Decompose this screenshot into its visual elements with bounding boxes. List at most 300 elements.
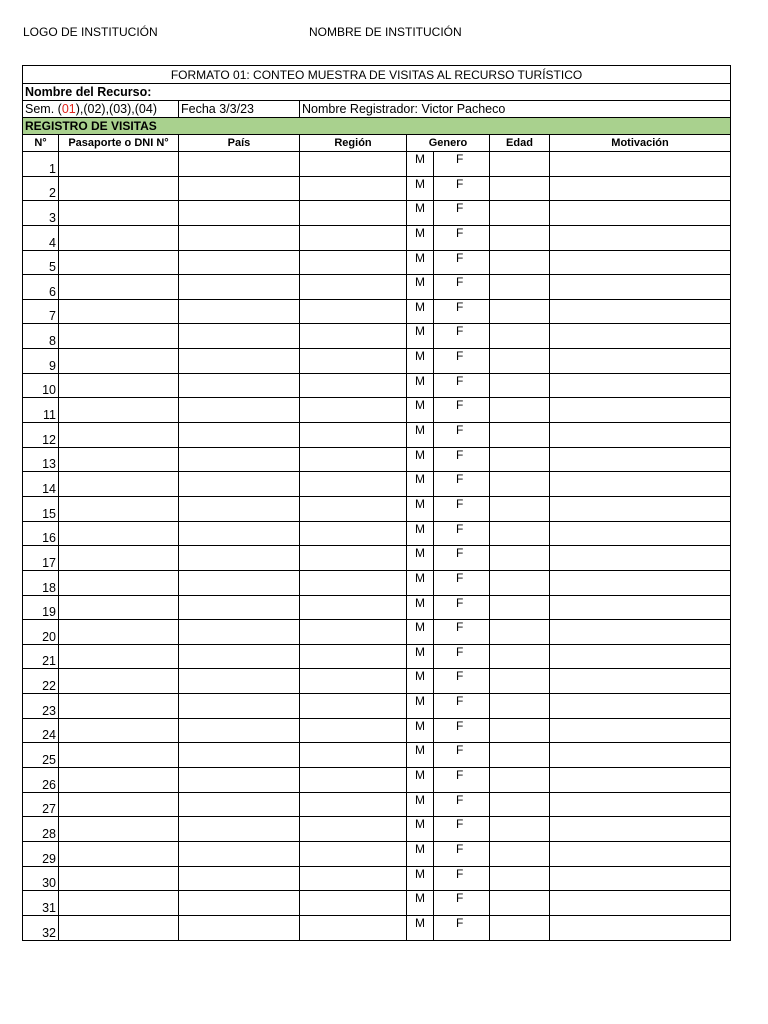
- motivation-cell[interactable]: [550, 792, 731, 817]
- region-cell[interactable]: [300, 743, 407, 768]
- age-cell[interactable]: [490, 866, 550, 891]
- logo-placeholder: LOGO DE INSTITUCIÓN: [23, 25, 158, 39]
- age-cell[interactable]: [490, 398, 550, 423]
- row-number: 31: [23, 891, 59, 916]
- table-row: [23, 792, 731, 817]
- motivation-cell[interactable]: [550, 373, 731, 398]
- row-number: 12: [23, 423, 59, 448]
- age-cell[interactable]: [490, 644, 550, 669]
- region-cell[interactable]: [300, 472, 407, 497]
- gender-female-option[interactable]: F: [434, 792, 490, 817]
- gender-male-option[interactable]: M: [407, 792, 434, 817]
- age-cell[interactable]: [490, 472, 550, 497]
- institution-name: NOMBRE DE INSTITUCIÓN: [309, 25, 462, 39]
- table-row: [23, 743, 731, 768]
- country-cell[interactable]: [179, 250, 300, 275]
- country-cell[interactable]: [179, 349, 300, 374]
- gender-female-option[interactable]: F: [434, 176, 490, 201]
- motivation-cell[interactable]: [550, 176, 731, 201]
- age-cell[interactable]: [490, 817, 550, 842]
- passport-cell[interactable]: [59, 743, 179, 768]
- passport-cell[interactable]: [59, 373, 179, 398]
- gender-male-option[interactable]: M: [407, 546, 434, 571]
- region-cell[interactable]: [300, 620, 407, 645]
- gender-female-option[interactable]: F: [434, 447, 490, 472]
- motivation-cell[interactable]: [550, 496, 731, 521]
- age-cell[interactable]: [490, 275, 550, 300]
- country-cell[interactable]: [179, 324, 300, 349]
- region-cell[interactable]: [300, 521, 407, 546]
- col-age: Edad: [490, 135, 550, 152]
- session-rest: ),(02),(03),(04): [75, 102, 157, 116]
- gender-male-option[interactable]: M: [407, 324, 434, 349]
- passport-cell[interactable]: [59, 250, 179, 275]
- gender-female-option[interactable]: F: [434, 694, 490, 719]
- passport-cell[interactable]: [59, 176, 179, 201]
- gender-female-option[interactable]: F: [434, 841, 490, 866]
- passport-cell[interactable]: [59, 669, 179, 694]
- motivation-cell[interactable]: [550, 250, 731, 275]
- table-row: [23, 817, 731, 842]
- motivation-cell[interactable]: [550, 398, 731, 423]
- country-cell[interactable]: [179, 373, 300, 398]
- table-row: [23, 866, 731, 891]
- region-cell[interactable]: [300, 891, 407, 916]
- age-cell[interactable]: [490, 496, 550, 521]
- table-row: [23, 275, 731, 300]
- row-number: 26: [23, 768, 59, 793]
- region-cell[interactable]: [300, 718, 407, 743]
- motivation-cell[interactable]: [550, 152, 731, 177]
- table-row: [23, 718, 731, 743]
- gender-male-option[interactable]: M: [407, 423, 434, 448]
- motivation-cell[interactable]: [550, 669, 731, 694]
- age-cell[interactable]: [490, 595, 550, 620]
- gender-female-option[interactable]: F: [434, 718, 490, 743]
- gender-female-option[interactable]: F: [434, 275, 490, 300]
- gender-female-option[interactable]: F: [434, 595, 490, 620]
- passport-cell[interactable]: [59, 299, 179, 324]
- age-cell[interactable]: [490, 669, 550, 694]
- row-number: 20: [23, 620, 59, 645]
- gender-male-option[interactable]: M: [407, 768, 434, 793]
- age-cell[interactable]: [490, 299, 550, 324]
- passport-cell[interactable]: [59, 521, 179, 546]
- age-cell[interactable]: [490, 176, 550, 201]
- form-title: FORMATO 01: CONTEO MUESTRA DE VISITAS AL RECURSO TURÍSTICO: [23, 66, 731, 84]
- table-row: [23, 891, 731, 916]
- age-cell[interactable]: [490, 792, 550, 817]
- age-cell[interactable]: [490, 841, 550, 866]
- passport-cell[interactable]: [59, 817, 179, 842]
- gender-female-option[interactable]: F: [434, 570, 490, 595]
- passport-cell[interactable]: [59, 546, 179, 571]
- age-cell[interactable]: [490, 694, 550, 719]
- motivation-cell[interactable]: [550, 275, 731, 300]
- country-cell[interactable]: [179, 570, 300, 595]
- gender-female-option[interactable]: F: [434, 620, 490, 645]
- age-cell[interactable]: [490, 620, 550, 645]
- passport-cell[interactable]: [59, 866, 179, 891]
- region-cell[interactable]: [300, 152, 407, 177]
- gender-female-option[interactable]: F: [434, 299, 490, 324]
- region-cell[interactable]: [300, 546, 407, 571]
- gender-male-option[interactable]: M: [407, 817, 434, 842]
- passport-cell[interactable]: [59, 423, 179, 448]
- country-cell[interactable]: [179, 447, 300, 472]
- col-region: Región: [300, 135, 407, 152]
- row-number: 23: [23, 694, 59, 719]
- motivation-cell[interactable]: [550, 225, 731, 250]
- region-cell[interactable]: [300, 398, 407, 423]
- row-number: 8: [23, 324, 59, 349]
- table-row: [23, 373, 731, 398]
- registrar-field[interactable]: Nombre Registrador: Victor Pacheco: [300, 101, 731, 118]
- country-cell[interactable]: [179, 152, 300, 177]
- region-cell[interactable]: [300, 349, 407, 374]
- age-cell[interactable]: [490, 447, 550, 472]
- passport-cell[interactable]: [59, 472, 179, 497]
- country-cell[interactable]: [179, 225, 300, 250]
- row-number: 24: [23, 718, 59, 743]
- age-cell[interactable]: [490, 152, 550, 177]
- gender-female-option[interactable]: F: [434, 743, 490, 768]
- row-number: 1: [23, 152, 59, 177]
- gender-female-option[interactable]: F: [434, 472, 490, 497]
- age-cell[interactable]: [490, 349, 550, 374]
- row-number: 4: [23, 225, 59, 250]
- region-cell[interactable]: [300, 570, 407, 595]
- gender-female-option[interactable]: F: [434, 521, 490, 546]
- region-cell[interactable]: [300, 373, 407, 398]
- country-cell[interactable]: [179, 669, 300, 694]
- passport-cell[interactable]: [59, 694, 179, 719]
- gender-female-option[interactable]: F: [434, 866, 490, 891]
- region-cell[interactable]: [300, 496, 407, 521]
- passport-cell[interactable]: [59, 915, 179, 940]
- country-cell[interactable]: [179, 201, 300, 226]
- age-cell[interactable]: [490, 373, 550, 398]
- region-cell[interactable]: [300, 250, 407, 275]
- country-cell[interactable]: [179, 620, 300, 645]
- col-number: N°: [23, 135, 59, 152]
- region-cell[interactable]: [300, 324, 407, 349]
- region-cell[interactable]: [300, 866, 407, 891]
- table-row: [23, 447, 731, 472]
- gender-male-option[interactable]: M: [407, 915, 434, 940]
- age-cell[interactable]: [490, 521, 550, 546]
- motivation-cell[interactable]: [550, 743, 731, 768]
- gender-female-option[interactable]: F: [434, 423, 490, 448]
- region-cell[interactable]: [300, 176, 407, 201]
- table-row: [23, 176, 731, 201]
- age-cell[interactable]: [490, 201, 550, 226]
- country-cell[interactable]: [179, 423, 300, 448]
- table-row: [23, 152, 731, 177]
- row-number: 16: [23, 521, 59, 546]
- col-motivation: Motivación: [550, 135, 731, 152]
- gender-female-option[interactable]: F: [434, 201, 490, 226]
- gender-male-option[interactable]: M: [407, 373, 434, 398]
- gender-female-option[interactable]: F: [434, 349, 490, 374]
- gender-male-option[interactable]: M: [407, 620, 434, 645]
- motivation-cell[interactable]: [550, 915, 731, 940]
- row-number: 32: [23, 915, 59, 940]
- table-row: [23, 841, 731, 866]
- motivation-cell[interactable]: [550, 546, 731, 571]
- motivation-cell[interactable]: [550, 299, 731, 324]
- motivation-cell[interactable]: [550, 447, 731, 472]
- country-cell[interactable]: [179, 546, 300, 571]
- gender-female-option[interactable]: F: [434, 891, 490, 916]
- row-number: 2: [23, 176, 59, 201]
- gender-male-option[interactable]: M: [407, 694, 434, 719]
- country-cell[interactable]: [179, 866, 300, 891]
- passport-cell[interactable]: [59, 496, 179, 521]
- row-number: 18: [23, 570, 59, 595]
- age-cell[interactable]: [490, 546, 550, 571]
- table-row: [23, 595, 731, 620]
- table-row: [23, 915, 731, 940]
- age-cell[interactable]: [490, 915, 550, 940]
- table-row: [23, 201, 731, 226]
- motivation-cell[interactable]: [550, 423, 731, 448]
- passport-cell[interactable]: [59, 447, 179, 472]
- row-number: 19: [23, 595, 59, 620]
- gender-male-option[interactable]: M: [407, 225, 434, 250]
- visit-rows: [23, 152, 731, 941]
- motivation-cell[interactable]: [550, 817, 731, 842]
- gender-male-option[interactable]: M: [407, 669, 434, 694]
- table-row: [23, 644, 731, 669]
- country-cell[interactable]: [179, 743, 300, 768]
- table-row: [23, 299, 731, 324]
- region-cell[interactable]: [300, 841, 407, 866]
- age-cell[interactable]: [490, 891, 550, 916]
- passport-cell[interactable]: [59, 891, 179, 916]
- motivation-cell[interactable]: [550, 866, 731, 891]
- age-cell[interactable]: [490, 718, 550, 743]
- visit-register-form: [22, 65, 731, 941]
- passport-cell[interactable]: [59, 398, 179, 423]
- region-cell[interactable]: [300, 201, 407, 226]
- region-cell[interactable]: [300, 595, 407, 620]
- country-cell[interactable]: [179, 817, 300, 842]
- country-cell[interactable]: [179, 768, 300, 793]
- passport-cell[interactable]: [59, 841, 179, 866]
- table-row: [23, 768, 731, 793]
- country-cell[interactable]: [179, 521, 300, 546]
- table-row: [23, 496, 731, 521]
- region-cell[interactable]: [300, 768, 407, 793]
- passport-cell[interactable]: [59, 201, 179, 226]
- section-title: REGISTRO DE VISITAS: [23, 118, 731, 135]
- row-number: 15: [23, 496, 59, 521]
- table-row: [23, 225, 731, 250]
- session-prefix: Sem. (: [25, 102, 62, 116]
- gender-female-option[interactable]: F: [434, 817, 490, 842]
- gender-male-option[interactable]: M: [407, 496, 434, 521]
- motivation-cell[interactable]: [550, 841, 731, 866]
- gender-female-option[interactable]: F: [434, 496, 490, 521]
- country-cell[interactable]: [179, 891, 300, 916]
- motivation-cell[interactable]: [550, 570, 731, 595]
- motivation-cell[interactable]: [550, 891, 731, 916]
- row-number: 27: [23, 792, 59, 817]
- gender-female-option[interactable]: F: [434, 250, 490, 275]
- region-cell[interactable]: [300, 669, 407, 694]
- age-cell[interactable]: [490, 250, 550, 275]
- gender-male-option[interactable]: M: [407, 866, 434, 891]
- gender-male-option[interactable]: M: [407, 841, 434, 866]
- gender-male-option[interactable]: M: [407, 176, 434, 201]
- gender-female-option[interactable]: F: [434, 373, 490, 398]
- country-cell[interactable]: [179, 694, 300, 719]
- gender-male-option[interactable]: M: [407, 349, 434, 374]
- motivation-cell[interactable]: [550, 472, 731, 497]
- country-cell[interactable]: [179, 275, 300, 300]
- motivation-cell[interactable]: [550, 694, 731, 719]
- country-cell[interactable]: [179, 176, 300, 201]
- age-cell[interactable]: [490, 768, 550, 793]
- age-cell[interactable]: [490, 570, 550, 595]
- table-row: [23, 620, 731, 645]
- gender-male-option[interactable]: M: [407, 299, 434, 324]
- region-cell[interactable]: [300, 275, 407, 300]
- passport-cell[interactable]: [59, 349, 179, 374]
- table-row: [23, 423, 731, 448]
- resource-name-field[interactable]: Nombre del Recurso:: [23, 84, 731, 101]
- row-number: 29: [23, 841, 59, 866]
- passport-cell[interactable]: [59, 644, 179, 669]
- passport-cell[interactable]: [59, 792, 179, 817]
- country-cell[interactable]: [179, 472, 300, 497]
- motivation-cell[interactable]: [550, 620, 731, 645]
- passport-cell[interactable]: [59, 570, 179, 595]
- table-row: [23, 546, 731, 571]
- gender-male-option[interactable]: M: [407, 570, 434, 595]
- region-cell[interactable]: [300, 915, 407, 940]
- motivation-cell[interactable]: [550, 644, 731, 669]
- country-cell[interactable]: [179, 915, 300, 940]
- gender-male-option[interactable]: M: [407, 250, 434, 275]
- motivation-cell[interactable]: [550, 595, 731, 620]
- region-cell[interactable]: [300, 225, 407, 250]
- table-row: [23, 472, 731, 497]
- motivation-cell[interactable]: [550, 324, 731, 349]
- col-gender: Genero: [407, 135, 490, 152]
- region-cell[interactable]: [300, 299, 407, 324]
- session-selector[interactable]: [23, 101, 179, 118]
- table-row: [23, 398, 731, 423]
- passport-cell[interactable]: [59, 152, 179, 177]
- gender-female-option[interactable]: F: [434, 324, 490, 349]
- age-cell[interactable]: [490, 743, 550, 768]
- passport-cell[interactable]: [59, 768, 179, 793]
- gender-male-option[interactable]: M: [407, 521, 434, 546]
- gender-female-option[interactable]: F: [434, 768, 490, 793]
- date-field[interactable]: Fecha 3/3/23: [179, 101, 300, 118]
- row-number: 5: [23, 250, 59, 275]
- row-number: 17: [23, 546, 59, 571]
- table-row: [23, 250, 731, 275]
- row-number: 28: [23, 817, 59, 842]
- gender-male-option[interactable]: M: [407, 718, 434, 743]
- col-country: País: [179, 135, 300, 152]
- region-cell[interactable]: [300, 447, 407, 472]
- session-selected: 01: [61, 102, 76, 116]
- gender-female-option[interactable]: F: [434, 152, 490, 177]
- region-cell[interactable]: [300, 792, 407, 817]
- age-cell[interactable]: [490, 225, 550, 250]
- region-cell[interactable]: [300, 694, 407, 719]
- gender-male-option[interactable]: M: [407, 595, 434, 620]
- gender-male-option[interactable]: M: [407, 152, 434, 177]
- passport-cell[interactable]: [59, 324, 179, 349]
- row-number: 21: [23, 644, 59, 669]
- col-passport: Pasaporte o DNI N°: [59, 135, 179, 152]
- country-cell[interactable]: [179, 595, 300, 620]
- region-cell[interactable]: [300, 817, 407, 842]
- motivation-cell[interactable]: [550, 768, 731, 793]
- gender-female-option[interactable]: F: [434, 644, 490, 669]
- age-cell[interactable]: [490, 423, 550, 448]
- gender-male-option[interactable]: M: [407, 644, 434, 669]
- gender-female-option[interactable]: F: [434, 669, 490, 694]
- gender-female-option[interactable]: F: [434, 225, 490, 250]
- motivation-cell[interactable]: [550, 521, 731, 546]
- row-number: 11: [23, 398, 59, 423]
- gender-male-option[interactable]: M: [407, 398, 434, 423]
- row-number: 13: [23, 447, 59, 472]
- age-cell[interactable]: [490, 324, 550, 349]
- region-cell[interactable]: [300, 644, 407, 669]
- table-row: [23, 669, 731, 694]
- passport-cell[interactable]: [59, 225, 179, 250]
- region-cell[interactable]: [300, 423, 407, 448]
- gender-male-option[interactable]: M: [407, 447, 434, 472]
- passport-cell[interactable]: [59, 595, 179, 620]
- row-number: 9: [23, 349, 59, 374]
- row-number: 25: [23, 743, 59, 768]
- country-cell[interactable]: [179, 496, 300, 521]
- gender-male-option[interactable]: M: [407, 201, 434, 226]
- row-number: 22: [23, 669, 59, 694]
- passport-cell[interactable]: [59, 718, 179, 743]
- gender-male-option[interactable]: M: [407, 891, 434, 916]
- gender-male-option[interactable]: M: [407, 472, 434, 497]
- country-cell[interactable]: [179, 299, 300, 324]
- country-cell[interactable]: [179, 718, 300, 743]
- country-cell[interactable]: [179, 792, 300, 817]
- country-cell[interactable]: [179, 841, 300, 866]
- table-row: [23, 694, 731, 719]
- country-cell[interactable]: [179, 644, 300, 669]
- passport-cell[interactable]: [59, 275, 179, 300]
- motivation-cell[interactable]: [550, 201, 731, 226]
- row-number: 6: [23, 275, 59, 300]
- gender-male-option[interactable]: M: [407, 743, 434, 768]
- gender-female-option[interactable]: F: [434, 915, 490, 940]
- gender-female-option[interactable]: F: [434, 546, 490, 571]
- country-cell[interactable]: [179, 398, 300, 423]
- row-number: 10: [23, 373, 59, 398]
- motivation-cell[interactable]: [550, 718, 731, 743]
- gender-female-option[interactable]: F: [434, 398, 490, 423]
- passport-cell[interactable]: [59, 620, 179, 645]
- motivation-cell[interactable]: [550, 349, 731, 374]
- gender-male-option[interactable]: M: [407, 275, 434, 300]
